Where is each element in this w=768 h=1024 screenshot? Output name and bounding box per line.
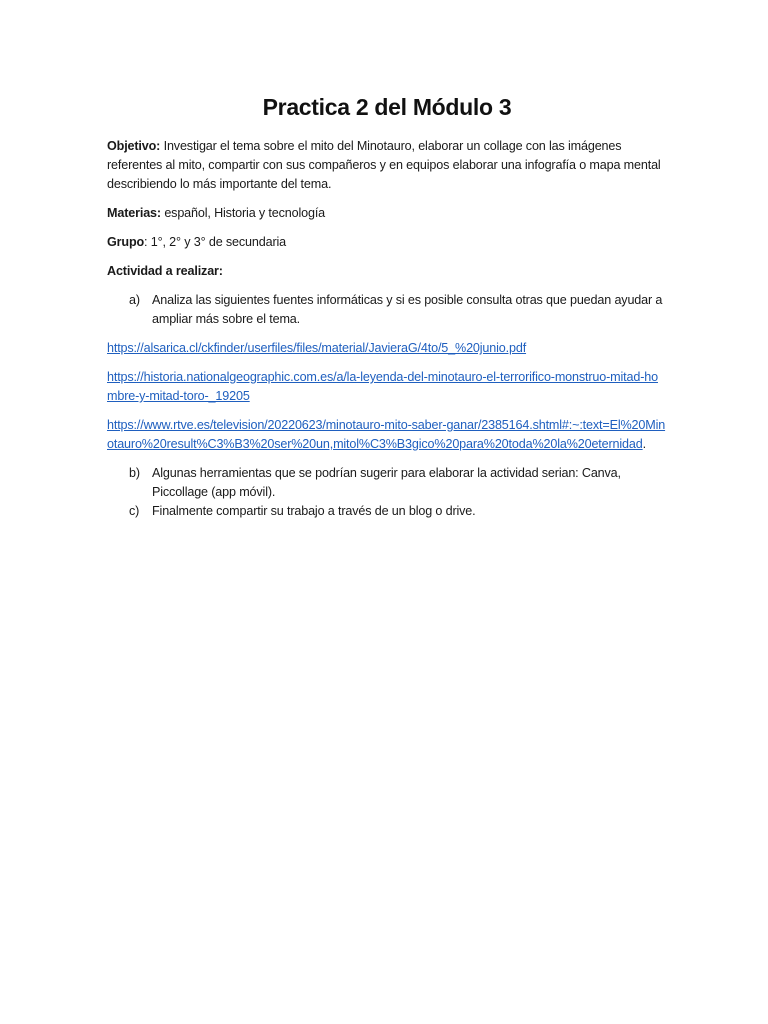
link-paragraph-1 (107, 339, 667, 358)
list-item (107, 291, 667, 329)
link-paragraph-3 (107, 416, 667, 454)
objective-label: Objetivo: (107, 139, 161, 153)
list-item (107, 464, 667, 502)
activity-list-a (107, 291, 667, 329)
subjects-paragraph (107, 204, 667, 223)
source-link-alsarica[interactable]: https://alsarica.cl/ckfinder/userfiles/files/material/JavieraG/4to/5_%20junio.pdf (107, 341, 527, 355)
subjects-text: español, Historia y tecnología (164, 206, 326, 220)
list-item (107, 502, 667, 521)
list-marker: c) (129, 504, 140, 518)
group-paragraph (107, 233, 667, 252)
activity-label: Actividad a realizar: (107, 264, 223, 278)
source-link-nationalgeographic[interactable]: https://historia.nationalgeographic.com.es/a/la-leyenda-del-minotauro-el-terrorifico-monstruo-mitad-hombre-y-mitad-toro-_19205 (107, 370, 658, 403)
objective-paragraph (107, 137, 667, 194)
group-label: Grupo (107, 235, 145, 249)
list-item-text: Finalmente compartir su trabajo a través de un blog o drive. (152, 504, 476, 518)
list-marker: a) (129, 293, 140, 307)
list-item-text: Algunas herramientas que se podrían sugerir para elaborar la actividad serian: Canva, Piccollage (app móvil). (152, 466, 621, 499)
link-paragraph-2 (107, 368, 667, 406)
list-item-text: Analiza las siguientes fuentes informáticas y si es posible consulta otras que puedan ayudar a ampliar más sobre el tema. (152, 293, 663, 326)
link-suffix: . (642, 437, 646, 451)
subjects-label: Materias: (107, 206, 161, 220)
document-content (107, 92, 667, 531)
objective-text: Investigar el tema sobre el mito del Minotauro, elaborar un collage con las imágenes referentes al mito, compartir con sus compañeros y en equipos elaborar una infografía o mapa mental describiendo lo más importante del tema. (107, 139, 661, 191)
activity-paragraph (107, 262, 667, 281)
source-link-rtve[interactable]: https://www.rtve.es/television/20220623/minotauro-mito-saber-ganar/2385164.shtml#:~:text=El%20Minotauro%20result%C3%B3%20ser%20un,mitol%C3%B3gico%20para%20toda%20la%20eternidad (107, 418, 666, 451)
activity-list-b (107, 464, 667, 521)
list-marker: b) (129, 466, 140, 480)
group-text: : 1°, 2° y 3° de secundaria (144, 235, 287, 249)
page-title: Practica 2 del Módulo 3 (262, 94, 512, 120)
